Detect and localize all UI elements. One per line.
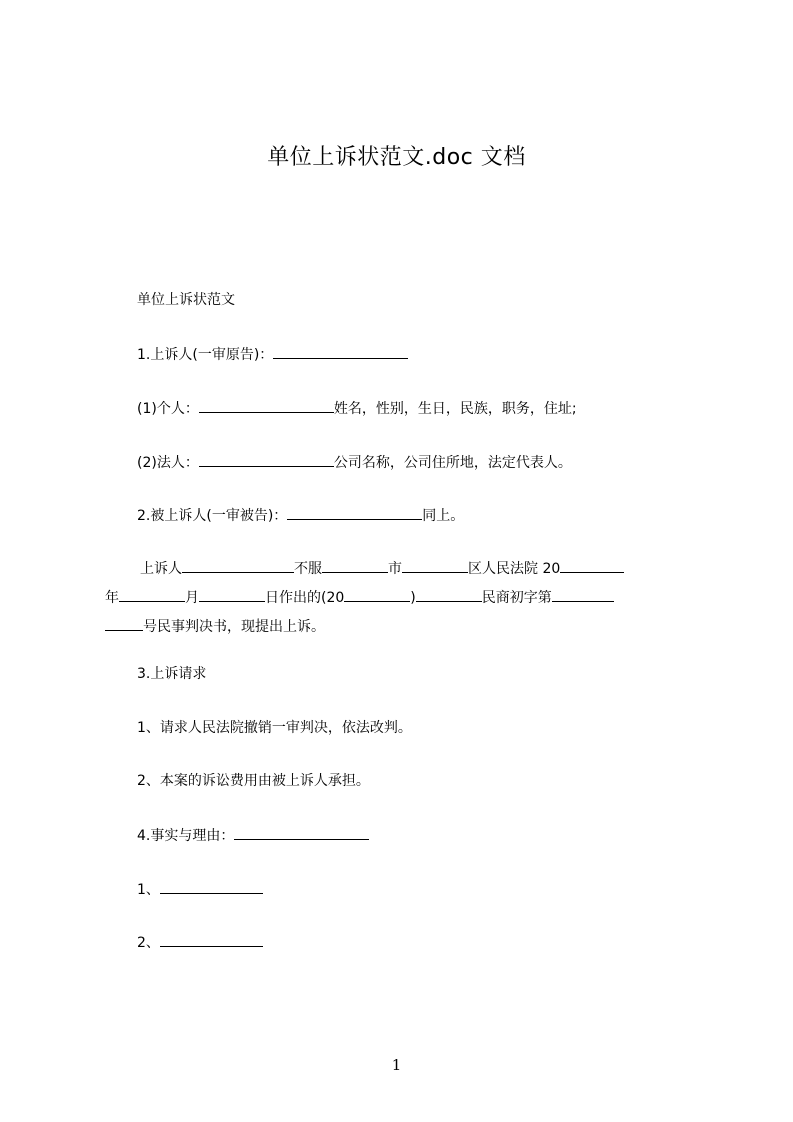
statement-text-paren: ): [410, 590, 416, 606]
statement-blank: [560, 558, 624, 573]
appeal-statement: [105, 558, 705, 645]
statement-blank: [182, 558, 294, 573]
requests-heading: 3.上诉请求: [137, 666, 207, 682]
statement-text-issued: 日作出的(20: [265, 590, 345, 606]
facts-blank: [234, 825, 369, 840]
statement-text-disagree: 不服: [294, 561, 322, 577]
statement-blank: [416, 587, 482, 602]
facts-line: [137, 825, 369, 846]
appellant-label: 1.上诉人(一审原告)：: [137, 347, 274, 363]
appellant-blank: [273, 344, 408, 359]
request-item-2: 2、本案的诉讼费用由被上诉人承担。: [137, 773, 370, 789]
appellee-label: 2.被上诉人(一审被告)：: [137, 508, 288, 524]
legal-person-suffix: 公司名称，公司住所地，法定代表人。: [333, 455, 572, 471]
request-item-1: 1、请求人民法院撤销一审判决，依法改判。: [137, 720, 412, 736]
statement-line-3: [105, 616, 705, 645]
statement-text-month: 月: [185, 590, 199, 606]
statement-text-city: 市: [388, 561, 402, 577]
individual-blank: [199, 398, 334, 413]
individual-suffix: 姓名，性别，生日，民族，职务，住址;: [333, 401, 577, 417]
legal-person-line: [137, 452, 572, 473]
statement-blank: [105, 616, 143, 631]
statement-blank: [119, 587, 185, 602]
statement-text-case-no: 民商初字第: [481, 590, 552, 606]
statement-blank: [552, 587, 614, 602]
statement-blank: [344, 587, 410, 602]
statement-blank: [402, 558, 468, 573]
facts-item-2-blank: [160, 932, 263, 947]
facts-item-1: [137, 879, 263, 900]
statement-text-judgment: 号民事判决书，现提出上诉。: [143, 619, 325, 635]
statement-line-1: [105, 558, 705, 587]
legal-person-label: (2)法人：: [137, 455, 199, 471]
facts-item-1-number: 1、: [137, 882, 160, 898]
legal-person-blank: [199, 452, 334, 467]
statement-text-appellant: 上诉人: [140, 561, 182, 577]
facts-item-2: [137, 932, 263, 953]
facts-item-1-blank: [160, 879, 263, 894]
page-number: 1: [391, 1056, 402, 1074]
statement-blank: [199, 587, 265, 602]
individual-label: (1)个人：: [137, 401, 199, 417]
statement-text-court: 区人民法院 20: [468, 561, 561, 577]
statement-line-2: [105, 587, 705, 616]
statement-text-year: 年: [105, 590, 119, 606]
facts-label: 4.事实与理由：: [137, 828, 235, 844]
facts-item-2-number: 2、: [137, 935, 160, 951]
statement-blank: [322, 558, 388, 573]
appellee-blank: [287, 505, 422, 520]
document-title: 单位上诉状范文.doc 文档: [267, 145, 526, 170]
appellee-line: [137, 505, 464, 526]
appellant-line: [137, 344, 408, 365]
individual-line: [137, 398, 577, 419]
appellee-suffix: 同上。: [422, 508, 465, 524]
document-subtitle: 单位上诉状范文: [137, 292, 235, 308]
